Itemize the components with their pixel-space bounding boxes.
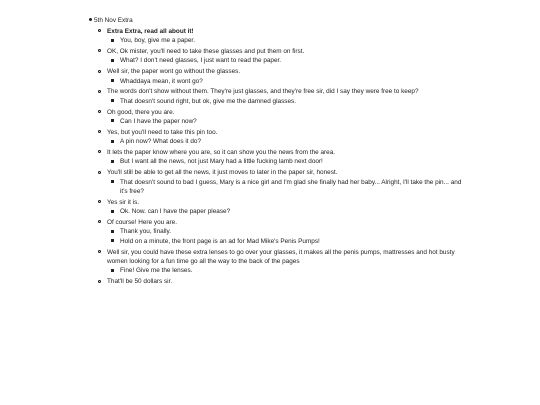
reply-item	[107, 266, 540, 275]
square-bullet-icon	[109, 97, 115, 106]
circle-bullet-icon	[96, 67, 102, 76]
reply-line: That doesn't sound to bad I guess, Mary is a nice girl and I'm glad she finally had her baby... Alright, I'll take the pin... and it's free?	[120, 178, 462, 196]
dialogue-list	[94, 27, 540, 287]
reply-line: A pin now? What does it do?	[120, 138, 201, 146]
square-bullet-icon	[109, 36, 115, 45]
circle-bullet-icon	[96, 148, 102, 157]
reply-list	[107, 36, 540, 45]
circle-bullet-icon	[96, 87, 102, 96]
reply-item	[107, 137, 540, 146]
reply-item	[107, 227, 540, 236]
reply-item	[107, 178, 540, 197]
reply-list	[107, 117, 540, 126]
reply-line: Fine! Give me the lenses.	[120, 267, 193, 275]
dialogue-item	[94, 277, 540, 286]
reply-item	[107, 157, 540, 166]
dialogue-line: Extra Extra, read all about it!	[107, 27, 194, 35]
square-bullet-icon	[109, 178, 115, 187]
circle-bullet-icon	[96, 27, 102, 36]
reply-item	[107, 77, 540, 86]
reply-list	[107, 266, 540, 275]
dialogue-item	[94, 128, 540, 147]
reply-line: Thank you, finally.	[120, 228, 172, 236]
square-bullet-icon	[109, 117, 115, 126]
dialogue-line: OK, Ok mister, you'll need to take these glasses and put them on first.	[107, 48, 305, 55]
reply-item	[107, 237, 540, 246]
dialogue-item	[94, 148, 540, 167]
reply-line: Ok. Now. can I have the paper please?	[120, 208, 231, 216]
reply-line: Hold on a minute, the front page is an ad for Mad Mike's Penis Pumps!	[120, 237, 320, 245]
dialogue-item	[94, 27, 540, 46]
circle-bullet-icon	[96, 277, 102, 286]
dialogue-line: Yes sir it is.	[107, 198, 140, 206]
reply-item	[107, 97, 540, 106]
square-bullet-icon	[109, 207, 115, 216]
disc-bullet-icon	[87, 16, 93, 25]
square-bullet-icon	[109, 237, 115, 246]
dialogue-item	[94, 198, 540, 217]
dialogue-line: Oh good, there you are.	[107, 108, 175, 116]
reply-line: You, boy, give me a paper.	[120, 37, 195, 45]
dialogue-line: Well sir, you could have these extra lenses to go over your glasses, it makes all the penis pumps, mattresses and hot busty women looking for a fun time go all the way to the back of the pages	[107, 248, 455, 266]
outline-root-label: 5th Nov Extra	[94, 17, 133, 24]
reply-list	[107, 97, 540, 106]
dialogue-line: Of course! Here you are.	[107, 219, 177, 227]
square-bullet-icon	[109, 227, 115, 236]
dialogue-line: Well sir, the paper wont go without the glasses.	[107, 68, 241, 76]
reply-item	[107, 207, 540, 216]
reply-list	[107, 227, 540, 246]
square-bullet-icon	[109, 137, 115, 146]
square-bullet-icon	[109, 56, 115, 65]
circle-bullet-icon	[96, 108, 102, 117]
dialogue-line: It lets the paper know where you are, so it can show you the news from the area.	[107, 149, 336, 157]
outline-root-list	[0, 16, 540, 287]
dialogue-item	[94, 87, 540, 106]
dialogue-item	[94, 108, 540, 127]
reply-list	[107, 137, 540, 146]
reply-list	[107, 207, 540, 216]
circle-bullet-icon	[96, 218, 102, 227]
dialogue-item	[94, 248, 540, 276]
dialogue-line: That'll be 50 dollars sir.	[107, 278, 173, 286]
reply-item	[107, 117, 540, 126]
dialogue-item	[94, 67, 540, 86]
dialogue-line: You'll still be able to get all the news, it just moves to later in the paper sir, honest.	[107, 169, 338, 177]
reply-item	[107, 36, 540, 45]
dialogue-line: Yes, but you'll need to take this pin too.	[107, 128, 218, 136]
circle-bullet-icon	[96, 168, 102, 177]
circle-bullet-icon	[96, 47, 102, 56]
dialogue-line: The words don't show without them. They're just glasses, and they're free sir, did I say they were free to keep?	[107, 88, 419, 96]
circle-bullet-icon	[96, 248, 102, 257]
reply-list	[107, 157, 540, 166]
reply-list	[107, 56, 540, 65]
reply-list	[107, 77, 540, 86]
outline-root-item	[0, 16, 540, 287]
square-bullet-icon	[109, 266, 115, 275]
circle-bullet-icon	[96, 128, 102, 137]
reply-line: Can I have the paper now?	[120, 118, 197, 126]
reply-list	[107, 178, 540, 197]
dialogue-item	[94, 168, 540, 196]
reply-line: That doesn't sound right, but ok, give me the damned glasses.	[120, 97, 297, 105]
dialogue-item	[94, 47, 540, 66]
reply-line: What? I don't need glasses, I just want to read the paper.	[120, 57, 282, 65]
dialogue-item	[94, 218, 540, 246]
reply-item	[107, 56, 540, 65]
circle-bullet-icon	[96, 198, 102, 207]
square-bullet-icon	[109, 77, 115, 86]
reply-line: But I want all the news, not just Mary had a little fucking lamb next door!	[120, 158, 323, 166]
reply-line: Whaddaya mean, it wont go?	[120, 77, 203, 85]
square-bullet-icon	[109, 157, 115, 166]
